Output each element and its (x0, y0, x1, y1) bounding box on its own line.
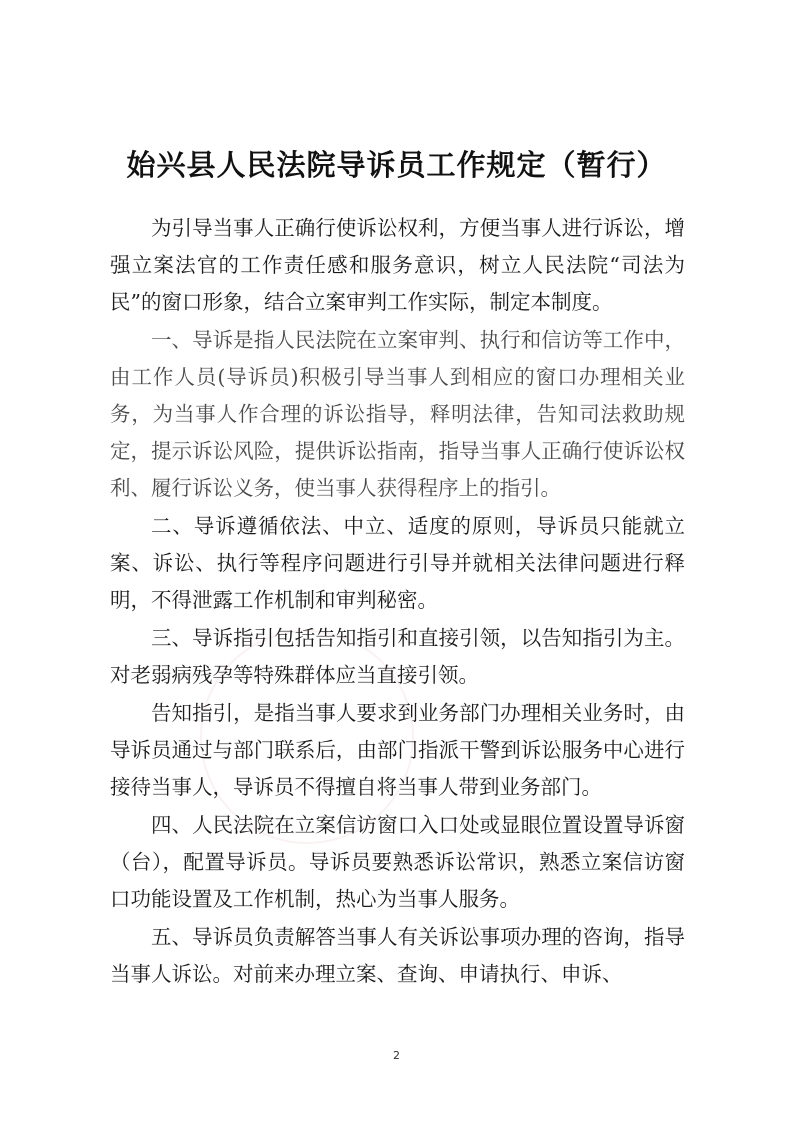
document-body (110, 210, 685, 994)
paragraph-article-3: 三、导诉指引包括告知指引和直接引领，以告知指引为主。对老弱病残孕等特殊群体应当直接引领。 (110, 626, 685, 687)
paragraph-article-1: 一、导诉是指人民法院在立案审判、执行和信访等工作中，由工作人员(导诉员)积极引导当事人到相应的窗口办理相关业务，为当事人作合理的诉讼指导，释明法律，告知司法救助规定，提示诉讼风险，提供诉讼指南，指导当事人正确行使诉讼权利、履行诉讼义务，使当事人获得程序上的指引。 (110, 328, 685, 500)
document-title: 始兴县人民法院导诉员工作规定（暂行） (126, 148, 667, 182)
paragraph-article-4: 四、人民法院在立案信访窗口入口处或显眼位置设置导诉窗（台），配置导诉员。导诉员要熟悉诉讼常识，熟悉立案信访窗口功能设置及工作机制，热心为当事人服务。 (110, 813, 685, 911)
paragraph-article-5: 五、导诉员负责解答当事人有关诉讼事项办理的咨询，指导当事人诉讼。对前来办理立案、查询、申请执行、申诉、 (110, 925, 685, 986)
paragraph-article-2: 二、导诉遵循依法、中立、适度的原则，导诉员只能就立案、诉讼、执行等程序问题进行引导并就相关法律问题进行释明，不得泄露工作机制和审判秘密。 (110, 514, 685, 612)
paragraph-notice-guidance: 告知指引，是指当事人要求到业务部门办理相关业务时，由导诉员通过与部门联系后，由部门指派干警到诉讼服务中心进行接待当事人，导诉员不得擅自将当事人带到业务部门。 (110, 701, 685, 799)
paragraph-intro: 为引导当事人正确行使诉讼权利，方便当事人进行诉讼，增强立案法官的工作责任感和服务意识，树立人民法院“司法为民”的窗口形象，结合立案审判工作实际，制定本制度。 (110, 216, 685, 314)
page-number: 2 (393, 1049, 400, 1062)
